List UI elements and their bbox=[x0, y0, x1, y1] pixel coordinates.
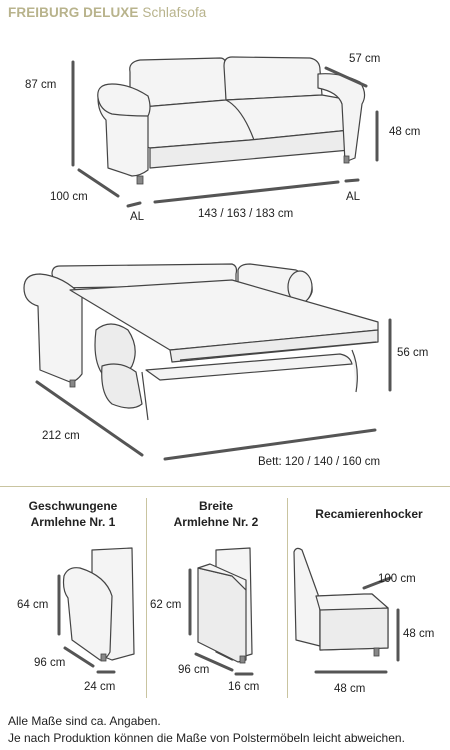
section-divider bbox=[0, 486, 450, 487]
armrest1-illustration bbox=[64, 548, 135, 661]
armrest2-heading-line1: Breite bbox=[198, 499, 233, 513]
armrest2-heading-line2: Armlehne Nr. 2 bbox=[173, 515, 259, 529]
armrest-right-label: AL bbox=[346, 191, 361, 203]
bed-length-label: 212 cm bbox=[42, 430, 80, 442]
ottoman-width-label: 48 cm bbox=[334, 683, 366, 695]
sofa-width-label: 143 / 163 / 183 cm bbox=[198, 208, 294, 220]
footer-line-2: Je nach Produktion können die Maße von Polstermöbeln leicht abweichen. bbox=[8, 731, 405, 745]
armrest2-width-label: 16 cm bbox=[228, 681, 260, 693]
armrest1-width-label: 24 cm bbox=[84, 681, 116, 693]
armrest-left-label: AL bbox=[130, 211, 145, 223]
sofa-illustration bbox=[98, 57, 365, 184]
sofa-seat-height-label: 48 cm bbox=[389, 126, 421, 138]
sofa-height-label: 87 cm bbox=[25, 79, 57, 91]
armrest2-illustration bbox=[198, 548, 252, 663]
armrest1-heading bbox=[12, 498, 134, 530]
sofa-depth-label: 100 cm bbox=[50, 191, 88, 203]
armrest1-depth-label: 96 cm bbox=[34, 657, 66, 669]
footer-line-1: Alle Maße sind ca. Angaben. bbox=[8, 714, 161, 728]
armrest2-depth-label: 96 cm bbox=[178, 664, 210, 676]
armrest1-heading-line1: Geschwungene bbox=[28, 499, 118, 513]
armrest2-height-label: 62 cm bbox=[150, 599, 182, 611]
armrest1-height-label: 64 cm bbox=[17, 599, 49, 611]
ottoman-height-label: 48 cm bbox=[403, 628, 435, 640]
column-separator-2 bbox=[287, 498, 288, 698]
title-product: FREIBURG DELUXE bbox=[8, 5, 139, 20]
bed-illustration bbox=[24, 264, 378, 420]
ottoman-length-label: 100 cm bbox=[378, 573, 416, 585]
bed-height-label: 56 cm bbox=[397, 347, 429, 359]
footer-note bbox=[8, 713, 405, 747]
armrest2-heading bbox=[154, 498, 278, 530]
sofa-back-depth-label: 57 cm bbox=[349, 53, 381, 65]
ottoman-heading: Recamierenhocker bbox=[315, 507, 423, 521]
armrest1-heading-line2: Armlehne Nr. 1 bbox=[30, 515, 116, 529]
column-separator-1 bbox=[146, 498, 147, 698]
bed-size-label: Bett: 120 / 140 / 160 cm bbox=[258, 456, 381, 468]
title-type: Schlafsofa bbox=[142, 5, 207, 20]
ottoman-illustration bbox=[294, 548, 388, 656]
